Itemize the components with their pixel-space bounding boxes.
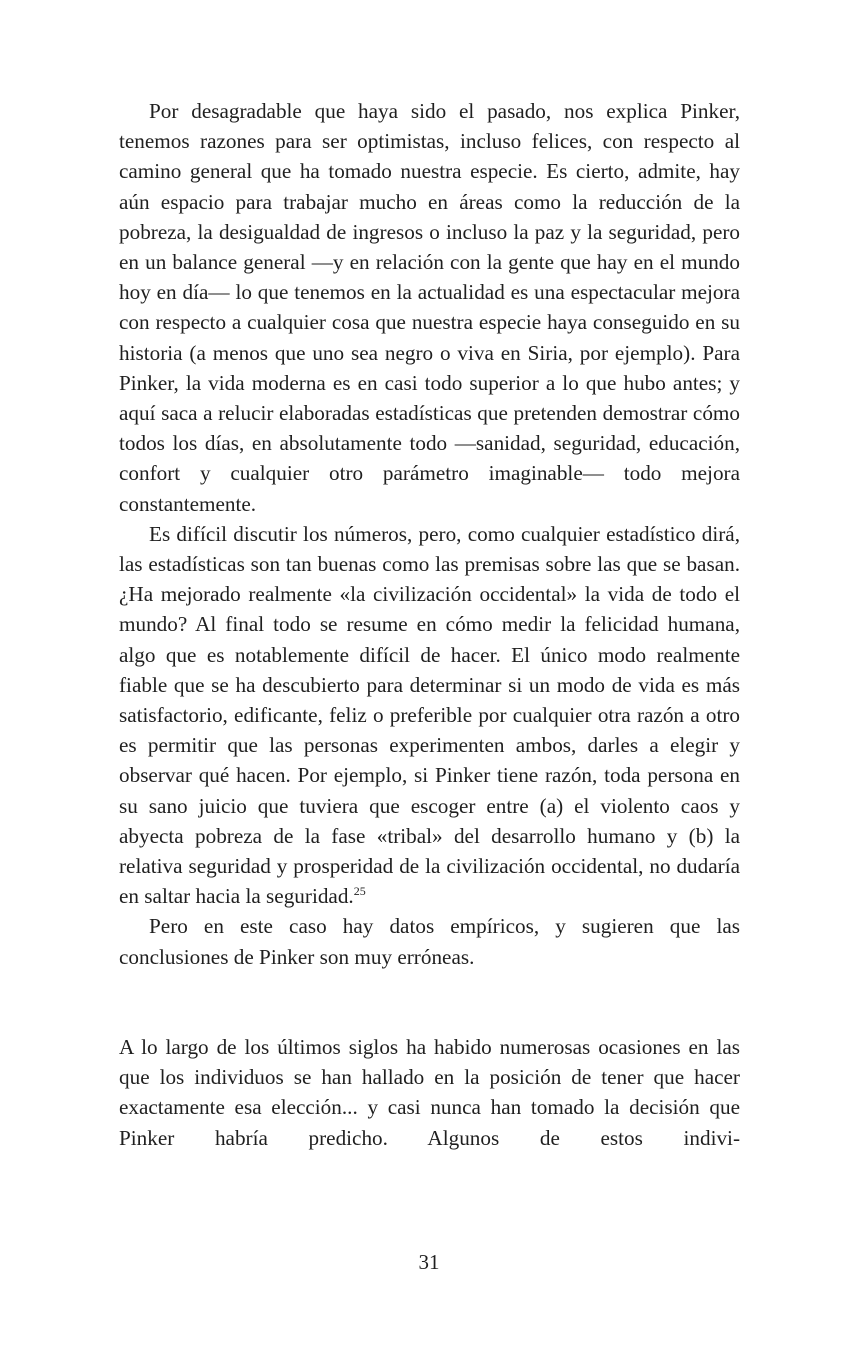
paragraph-3: Pero en este caso hay datos empíricos, y sugieren que las conclusiones de Pinker son muy erróneas. [119, 914, 740, 969]
paragraph-4: A lo largo de los últimos siglos ha habido numerosas ocasiones en las que los individuos se han hallado en la posición de tener que hacer exactamente esa elección... y casi nunca han tomado la decisión que Pinker habría predicho. Algunos de estos indivi- [119, 1034, 740, 1150]
paragraph-2 [119, 519, 740, 912]
section-break [119, 972, 740, 1032]
page-body [119, 96, 740, 1153]
footnote-marker: 25 [353, 884, 366, 899]
paragraph-1: Por desagradable que haya sido el pasado, nos explica Pinker, tenemos razones para ser optimistas, incluso felices, con respecto al camino general que ha tomado nuestra especie. Es cierto, admite, hay aún espacio para trabajar mucho en áreas como la reducción de la pobreza, la desigualdad de ingresos o incluso la paz y la seguridad, pero en un balance general —y en relación con la gente que hay en el mundo hoy en día— lo que tenemos en la actualidad es una espectacular mejora con respecto a cualquier cosa que nuestra especie haya conseguido en su historia (a menos que uno sea negro o viva en Siria, por ejemplo). Para Pinker, la vida moderna es en casi todo superior a lo que hubo antes; y aquí saca a relucir elaboradas estadísticas que pretenden demostrar cómo todos los días, en absolutamente todo —sanidad, seguridad, educación, confort y cualquier otro parámetro imaginable— todo mejora constantemente. [119, 99, 740, 516]
page-number: 31 [418, 1250, 440, 1274]
paragraph-2-text: Es difícil discutir los números, pero, como cualquier estadístico dirá, las estadísticas son tan buenas como las premisas sobre las que se basan. ¿Ha mejorado realmente «la civilización occidental» la vida de todo el mundo? Al final todo se resume en cómo medir la felicidad humana, algo que es notablemente difícil de hacer. El único modo realmente fiable que se ha descubierto para determinar si un modo de vida es más satisfactorio, edificante, feliz o preferible por cualquier otra razón a otro es permitir que las personas experimenten ambos, darles a elegir y observar qué hacen. Por ejemplo, si Pinker tiene razón, toda persona en su sano juicio que tuviera que escoger entre (a) el violento caos y abyecta pobreza de la fase «tribal» del desarrollo humano y (b) la relativa seguridad y prosperidad de la civilización occidental, no dudaría en saltar hacia la seguridad. [119, 521, 740, 909]
